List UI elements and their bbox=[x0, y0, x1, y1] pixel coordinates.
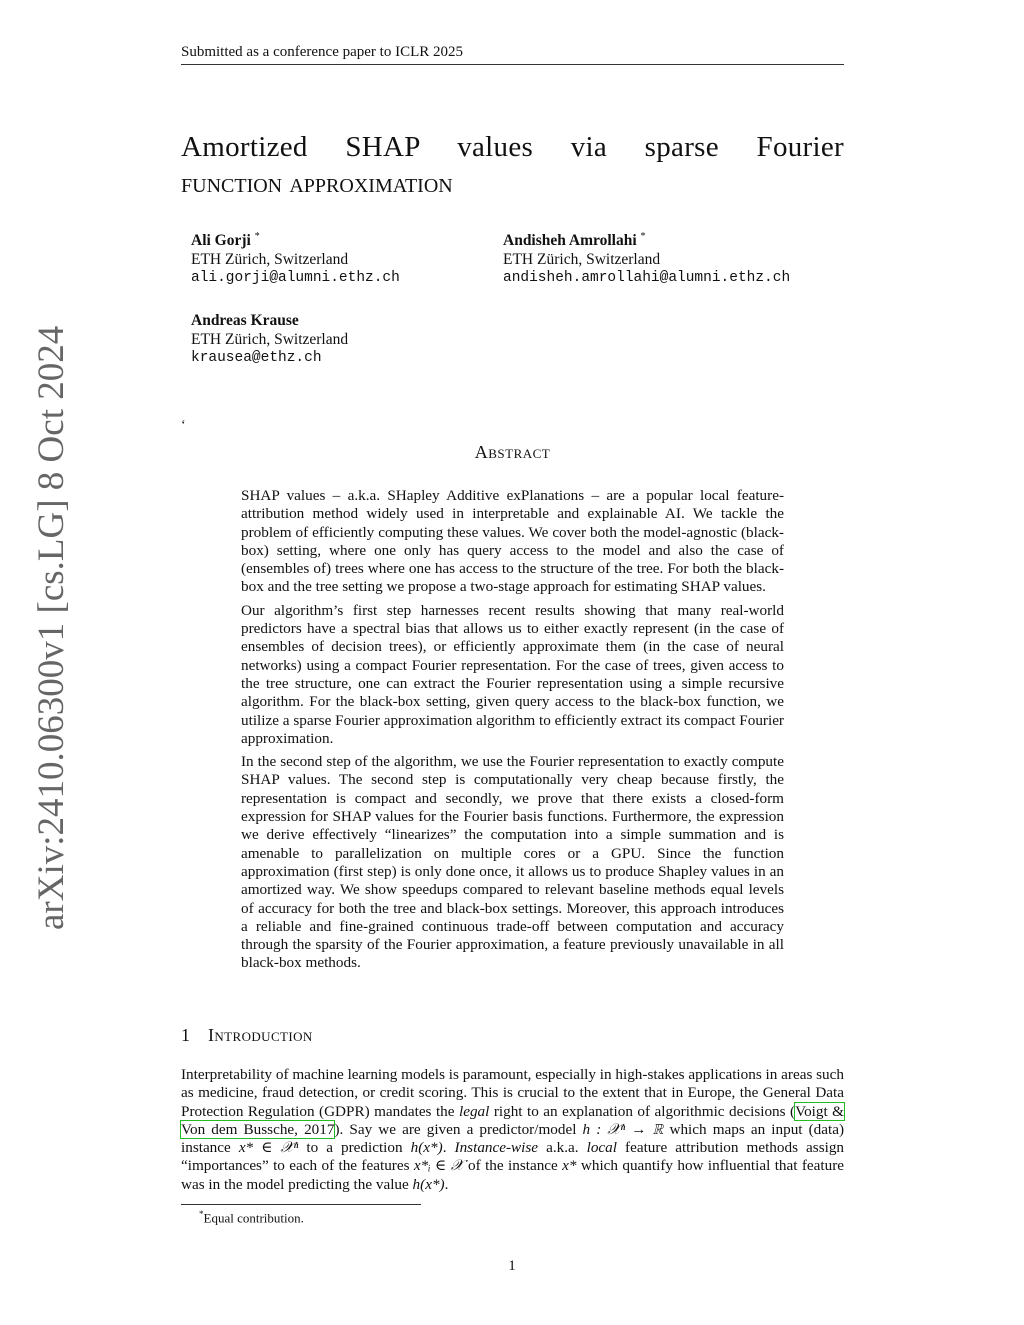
citation-link[interactable]: Voigt & Von dem Bussche, 2017 bbox=[181, 1102, 844, 1138]
math-expression: x* ∈ 𝒳ⁿ bbox=[238, 1139, 299, 1157]
author-name: Ali Gorji bbox=[191, 232, 251, 250]
math-expression: h(x*) bbox=[412, 1175, 445, 1193]
math-expression: h : 𝒳ⁿ → ℝ bbox=[582, 1120, 664, 1138]
abstract-paragraph: In the second step of the algorithm, we use the Fourier representation to exactly compute SHAP values. The second step is computationally very cheap because firstly, the representation is compact and secondly, we prove that there exists a closed-form expression for SHAP values for the Fourier basis functions. Furthermore, the expression we derive effectively “linearizes” the computation into a simple summation and is amenable to parallelization on multiple cores or a GPU. Since the function approximation (first step) is only done once, it allows us to produce Shapley values in an amortized way. We show speedups compared to relevant baseline methods equal levels of accuracy for both the tree and black-box settings. Moreover, this approach introduces a reliable and fine-grained continuous trade-off between computation and accuracy through the sparsity of the Fourier approximation, a feature previously unavailable in all black-box methods. bbox=[241, 753, 784, 972]
page-number: 1 bbox=[508, 1258, 516, 1274]
footnote-mark: * bbox=[199, 1209, 204, 1219]
intro-text: which quantify how influential that feature was in the model predicting the value bbox=[181, 1157, 844, 1193]
intro-text: to a prediction bbox=[298, 1139, 411, 1157]
paper-title-line2: function approximation bbox=[181, 167, 453, 199]
math-expression: x*ᵢ ∈ 𝒳 bbox=[413, 1157, 464, 1175]
author-email[interactable]: ali.gorji@alumni.ethz.ch bbox=[191, 270, 400, 287]
header-rule bbox=[181, 64, 844, 65]
footnote-text: Equal contribution. bbox=[203, 1210, 304, 1226]
abstract-heading: Abstract bbox=[474, 442, 551, 462]
author-block-1 bbox=[191, 228, 400, 288]
intro-text: feature attribution methods assign “importances” to each of the features bbox=[181, 1139, 845, 1175]
running-header: Submitted as a conference paper to ICLR 2025 bbox=[181, 44, 463, 60]
section-title: Introduction bbox=[208, 1025, 313, 1045]
math-expression: h(x*) bbox=[410, 1139, 443, 1157]
footnote bbox=[199, 1209, 304, 1226]
author-block-2 bbox=[503, 228, 790, 288]
stray-mark: ‘ bbox=[181, 418, 186, 433]
intro-emph: Instance-wise bbox=[454, 1139, 539, 1157]
section-number: 1 bbox=[181, 1025, 190, 1045]
intro-paragraph bbox=[181, 1066, 844, 1194]
author-email[interactable]: krausea@ethz.ch bbox=[191, 350, 322, 366]
author-block-3 bbox=[191, 312, 348, 368]
intro-emph: legal bbox=[458, 1102, 490, 1120]
author-affiliation: ETH Zürich, Switzerland bbox=[503, 250, 661, 268]
abstract-paragraph: Our algorithm’s first step harnesses recent results showing that many real-world predictors have a spectral bias that allows us to either exactly represent (in the case of ensembles of decision trees), or efficiently approximate them (in the case of neural networks) using a compact Fourier representation. For the case of trees, given access to the tree structure, one can extract the Fourier representation using a simple recursive algorithm. For the black-box setting, given query access to the black-box function, we utilize a sparse Fourier approximation algorithm to efficiently extract its compact Fourier approximation. bbox=[241, 601, 784, 747]
intro-text: which maps an input (data) instance bbox=[181, 1120, 845, 1157]
author-mark: * bbox=[640, 231, 646, 242]
citation-authors: Voigt & Von dem Bussche bbox=[181, 1102, 844, 1138]
abstract-body bbox=[241, 487, 784, 978]
intro-text: ). Say we are given a predictor/model bbox=[334, 1120, 583, 1138]
author-mark: * bbox=[254, 231, 260, 242]
abstract-paragraph: SHAP values – a.k.a. SHapley Additive exPlanations – are a popular local feature-attribution method widely used in interpretable and explainable AI. We tackle the problem of efficiently computing these values. We cover both the model-agnostic (black-box) setting, where one only has query access to the model and also the case of (ensembles of) trees where one has access to the structure of the tree. For both the black-box and the tree setting we propose a two-stage approach for estimating SHAP values. bbox=[241, 487, 784, 596]
intro-text: a.k.a. bbox=[538, 1139, 587, 1157]
intro-text: Interpretability of machine learning models is paramount, especially in high-stakes applications in areas such as medicine, fraud detection, or credit scoring. This is crucial to the extent that in Europe, the General Data Protection Regulation (GDPR) mandates the bbox=[181, 1066, 844, 1120]
author-affiliation: ETH Zürich, Switzerland bbox=[191, 250, 349, 268]
author-name: Andisheh Amrollahi bbox=[503, 232, 637, 250]
intro-text: . bbox=[442, 1139, 455, 1157]
author-email[interactable]: andisheh.amrollahi@alumni.ethz.ch bbox=[503, 270, 791, 287]
citation-year: 2017 bbox=[304, 1120, 335, 1138]
paper-title-line1: Amortized SHAP values via sparse Fourier bbox=[181, 131, 844, 163]
section-heading bbox=[181, 1025, 313, 1046]
arxiv-side-label[interactable]: arXiv:2410.06300v1 [cs.LG] 8 Oct 2024 bbox=[31, 325, 72, 930]
intro-emph: local bbox=[586, 1139, 617, 1157]
intro-text: . bbox=[444, 1175, 449, 1193]
author-name: Andreas Krause bbox=[191, 312, 299, 329]
intro-text: right to an explanation of algorithmic decisions ( bbox=[489, 1102, 796, 1120]
math-expression: x* bbox=[562, 1157, 577, 1175]
intro-text: of the instance bbox=[463, 1157, 563, 1175]
footnote-rule bbox=[181, 1204, 421, 1205]
author-affiliation: ETH Zürich, Switzerland bbox=[191, 330, 349, 348]
